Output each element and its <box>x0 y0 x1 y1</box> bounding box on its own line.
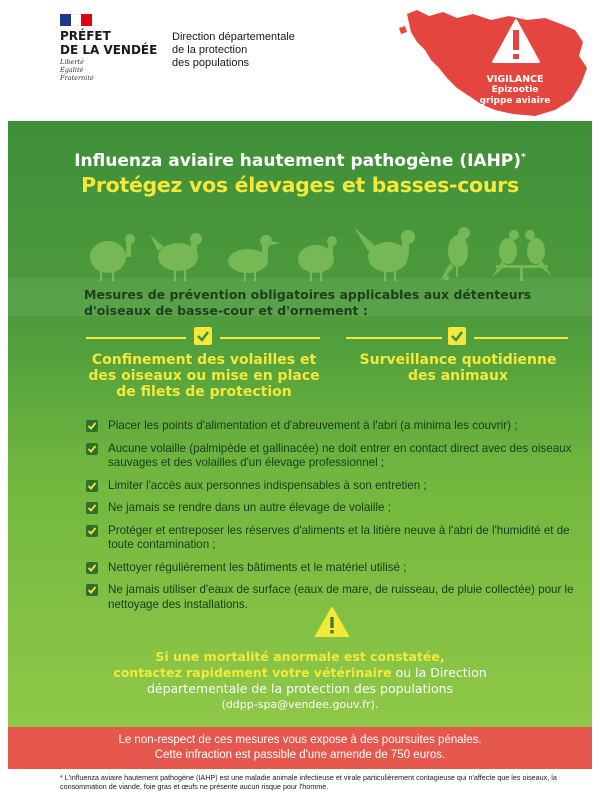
divider-left-a <box>86 337 186 339</box>
penalty-line-2: Cette infraction est passible d'une amende de 750 euros. <box>154 749 446 761</box>
list-item <box>86 442 576 471</box>
alert-contact-vet: contactez rapidement votre vétérinaire <box>113 665 392 680</box>
measure-text: Limiter l'accès aux personnes indispensables à son entretien ; <box>108 478 427 492</box>
prefecture-name <box>60 29 157 57</box>
alert-line-1: Si une mortalité anormale est constatée, <box>155 649 445 664</box>
motto-liberte: Liberté <box>60 58 84 66</box>
measure-text: Protéger et entreposer les réserves d'aliments et la litière neuve à l'abri de l'humidité et de toute contamination ; <box>108 523 570 551</box>
checkbox-icon <box>86 480 98 492</box>
list-item <box>86 501 576 516</box>
alert-line-2 <box>8 665 592 681</box>
republic-motto <box>60 58 94 82</box>
poster-subtitle: Protégez vos élevages et basses-cours <box>81 173 519 197</box>
measure-text: Nettoyer régulièrement les bâtiments et le matériel utilisé ; <box>108 560 407 574</box>
motto-egalite: Égalité <box>60 66 84 74</box>
guinea-fowl-icon <box>298 236 337 281</box>
title-footnote-mark: * <box>521 152 526 163</box>
poster-title-text: Influenza aviaire hautement pathogène (IAHP) <box>74 151 522 171</box>
vigilance-line-2: grippe aviaire <box>479 96 551 106</box>
direction-name <box>172 31 295 70</box>
penalty-banner <box>8 727 592 769</box>
prefet-line-2: DE LA VENDÉE <box>60 43 158 57</box>
poster-title <box>8 151 592 171</box>
marianne-flag-logo <box>60 14 92 26</box>
alert-line-2-rest: ou la Direction <box>391 665 487 680</box>
list-item <box>86 479 576 494</box>
checkbox-icon <box>86 562 98 574</box>
direction-line-3: des populations <box>172 57 250 69</box>
duck-icon <box>228 235 280 281</box>
intro-text: Mesures de prévention obligatoires applicables aux détenteurs d'oiseaux de basse-cour et d'ornement : <box>84 287 532 318</box>
divider-right-a <box>346 337 442 339</box>
measure-text: Aucune volaille (palmipède et gallinacée) ne doit entrer en contact direct avec des oiseaux sauvages et des volailles d'un élevage professionnel ; <box>108 441 572 469</box>
direction-line-1: Direction départementale <box>172 31 295 43</box>
alert-block <box>8 649 592 713</box>
rooster-icon <box>354 227 415 281</box>
motto-fraternite: Fraternité <box>60 74 94 82</box>
warning-triangle-icon <box>314 606 350 638</box>
measure-text: Ne jamais utiliser d'eaux de surface (eaux de mare, de ruisseau, de pluie collectée) pour le nettoyage des installations. <box>108 583 574 611</box>
measure-text: Placer les points d'alimentation et d'abreuvement à l'abri (a minima les couvrir) ; <box>108 419 518 432</box>
list-item <box>86 524 576 553</box>
measure-text: Ne jamais se rendre dans un autre élevage de volaille ; <box>108 501 391 514</box>
checkbox-icon <box>448 327 466 345</box>
parrot-icon <box>440 227 470 281</box>
divider-right-b <box>474 337 568 339</box>
footnote: * L'influenza aviaire hautement pathogène (IAHP) est une maladie animale infectieuse et virale particulièrement contagieuse qui n'affecte que les oiseaux, la consommation de viande, foie gras et œufs ne présente aucun risque pour l'homme. <box>60 773 557 791</box>
checkbox-icon <box>86 584 98 596</box>
birds-silhouettes <box>78 221 568 283</box>
column-heading-confinement: Confinement des volailles et des oiseaux ou mise en place de filets de protection <box>88 352 320 400</box>
lovebirds-icon <box>492 230 552 281</box>
prefet-line-1: PRÉFET <box>60 29 111 43</box>
column-heading-surveillance: Surveillance quotidienne des animaux <box>359 352 557 384</box>
direction-line-2: de la protection <box>172 44 248 56</box>
poster-green-panel <box>8 121 592 727</box>
hen-icon <box>150 233 202 281</box>
penalty-line-1: Le non-respect de ces mesures vous expose à des poursuites pénales. <box>118 734 482 746</box>
checkbox-icon <box>86 443 98 455</box>
header <box>0 0 600 120</box>
alert-email: (ddpp-spa@vendee.gouv.fr). <box>221 698 379 711</box>
alert-line-3: départementale de la protection des populations <box>146 681 454 696</box>
vigilance-line-1: Epizootie <box>491 85 539 95</box>
measures-list <box>86 419 576 620</box>
checkbox-icon <box>194 327 212 345</box>
turkey-icon <box>90 234 135 281</box>
vigilance-title: VIGILANCE <box>486 74 544 85</box>
list-item <box>86 419 576 434</box>
list-item <box>86 561 576 576</box>
divider-left-b <box>220 337 320 339</box>
checkbox-icon <box>86 525 98 537</box>
vigilance-label <box>463 74 567 107</box>
checkbox-icon <box>86 502 98 514</box>
checkbox-icon <box>86 420 98 432</box>
